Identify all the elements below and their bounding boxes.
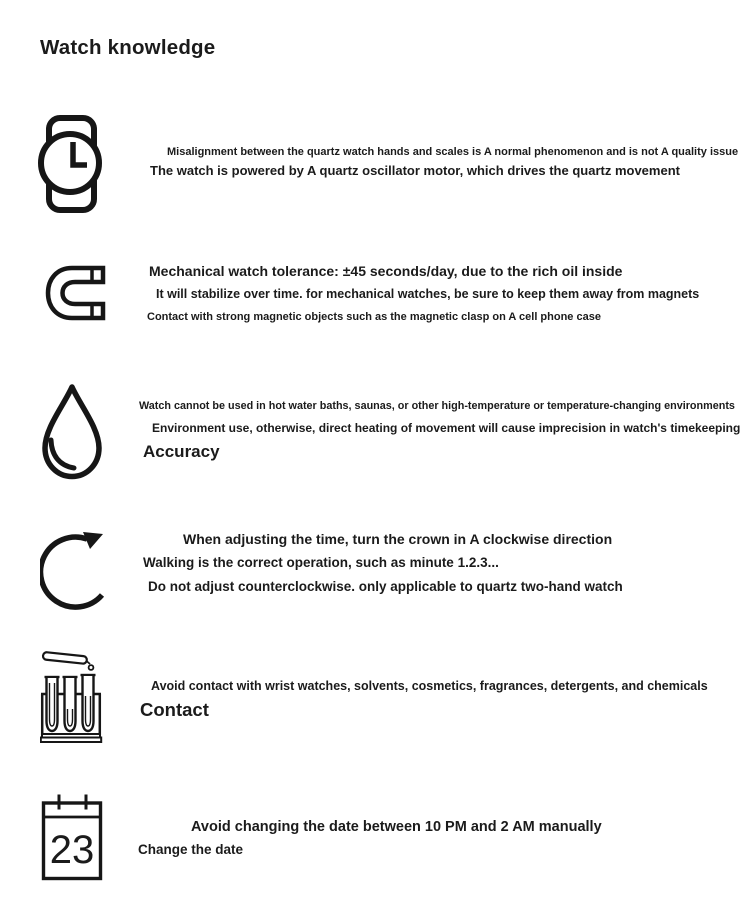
contact-avoid-text: Avoid contact with wrist watches, solvents, cosmetics, fragrances, detergents, and chemicals xyxy=(151,679,708,693)
water-drop-icon xyxy=(36,382,108,482)
quartz-main-text: The watch is powered by A quartz oscillator motor, which drives the quartz movement xyxy=(150,163,680,178)
wrist-watch-icon xyxy=(38,114,104,214)
magnet-icon xyxy=(44,264,106,322)
adjust-walking-text: Walking is the correct operation, such as minute 1.2.3... xyxy=(143,555,499,570)
adjust-counterclockwise-text: Do not adjust counterclockwise. only applicable to quartz two-hand watch xyxy=(148,579,623,594)
magnet-stabilize-text: It will stabilize over time. for mechanical watches, be sure to keep them away from magnets xyxy=(156,287,700,301)
test-tubes-icon xyxy=(40,650,112,744)
magnet-tolerance-text: Mechanical watch tolerance: ±45 seconds/day, due to the rich oil inside xyxy=(149,263,623,279)
adjust-clockwise-text: When adjusting the time, turn the crown in A clockwise direction xyxy=(183,531,613,547)
calendar-icon xyxy=(40,792,104,882)
accuracy-label: Accuracy xyxy=(143,442,220,461)
quartz-note-text: Misalignment between the quartz watch hands and scales is A normal phenomenon and is not A quality issue xyxy=(167,146,739,158)
calendar-day-number: 23 xyxy=(49,828,95,872)
date-avoid-text: Avoid changing the date between 10 PM and 2 AM manually xyxy=(191,819,602,835)
contact-label: Contact xyxy=(140,699,209,720)
page-title: Watch knowledge xyxy=(40,36,216,59)
magnet-contact-text: Contact with strong magnetic objects such as the magnetic clasp on A cell phone case xyxy=(147,311,601,323)
accuracy-bath-text: Watch cannot be used in hot water baths, saunas, or other high-temperature or temperature-changing environments xyxy=(139,400,735,412)
rotate-clockwise-icon xyxy=(40,524,116,614)
change-date-label: Change the date xyxy=(138,842,244,857)
accuracy-environment-text: Environment use, otherwise, direct heating of movement will cause imprecision in watch's timekeeping xyxy=(152,421,741,435)
